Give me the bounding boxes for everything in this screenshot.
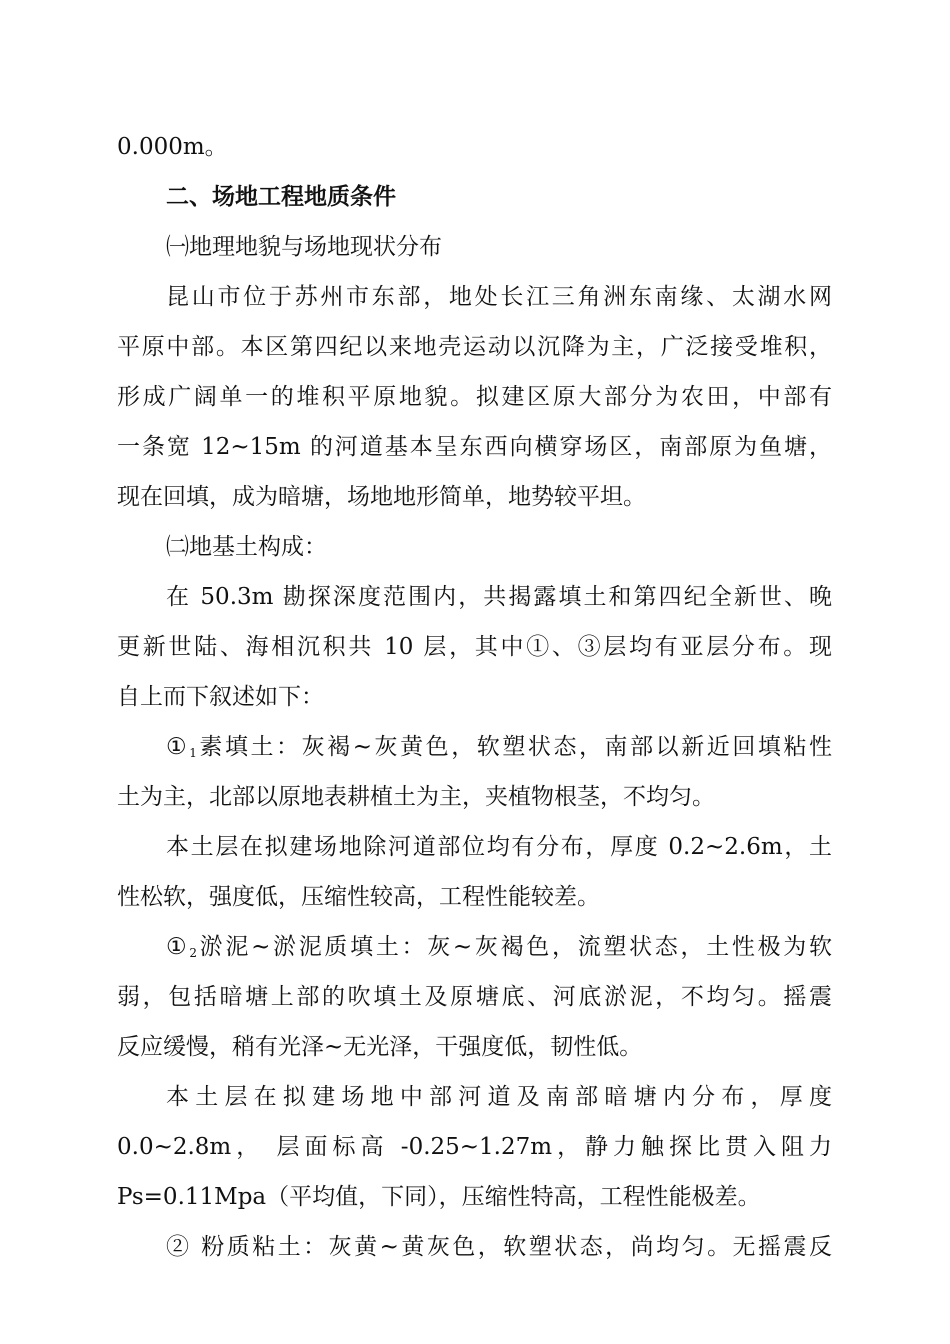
paragraph-line: 自上而下叙述如下： (117, 684, 324, 710)
paragraph-line: 一条宽 12~15m 的河道基本呈东西向横穿场区，南部原为鱼塘， (117, 434, 832, 460)
paragraph-line: 弱，包括暗塘上部的吹填土及原塘底、河底淤泥，不均匀。摇震 (117, 984, 832, 1010)
paragraph-line: 更新世陆、海相沉积共 10 层，其中①、③层均有亚层分布。现 (117, 634, 832, 660)
paragraph-line: $①_1$素填土：灰褐~灰黄色，软塑状态，南部以新近回填粘性 (166, 734, 832, 760)
paragraph-line: 本土层在拟建场地中部河道及南部暗塘内分布，厚度 (166, 1084, 832, 1110)
paragraph-line: $①_2$淤泥~淤泥质填土：灰~灰褐色，流塑状态，土性极为软 (166, 934, 832, 960)
paragraph-line: 土为主，北部以原地表耕植土为主，夹植物根茎，不均匀。 (117, 784, 715, 810)
paragraph-line: 昆山市位于苏州市东部，地处长江三角洲东南缘、太湖水网 (166, 284, 832, 310)
paragraph-line: 现在回填，成为暗塘，场地地形简单，地势较平坦。 (117, 484, 646, 510)
paragraph-line: 形成广阔单一的堆积平原地貌。拟建区原大部分为农田，中部有 (117, 384, 832, 410)
paragraph-line: 0.0~2.8m， 层面标高 -0.25~1.27m，静力触探比贯入阻力 (117, 1134, 832, 1160)
layer-marker: $①_1$ (166, 734, 197, 760)
subsection-heading: ㈡地基土构成： (166, 534, 327, 560)
text-line: 0.000m。 (117, 134, 228, 160)
paragraph-line: 本土层在拟建场地除河道部位均有分布，厚度 0.2~2.6m，土 (166, 834, 832, 860)
paragraph-line: 在 50.3m 勘探深度范围内，共揭露填土和第四纪全新世、晚 (166, 584, 832, 610)
section-heading: 二、场地工程地质条件 (166, 184, 396, 210)
paragraph-line: 平原中部。本区第四纪以来地壳运动以沉降为主，广泛接受堆积， (117, 334, 832, 360)
subsection-heading: ㈠地理地貌与场地现状分布 (166, 234, 442, 260)
paragraph-line: 性松软，强度低，压缩性较高，工程性能较差。 (117, 884, 600, 910)
paragraph-line: 反应缓慢，稍有光泽~无光泽，干强度低，韧性低。 (117, 1034, 643, 1060)
layer-marker: $①_2$ (166, 934, 197, 960)
paragraph-line: ② 粉质粘土：灰黄~黄灰色，软塑状态，尚均匀。无摇震反 (166, 1234, 832, 1260)
paragraph-line: Ps=0.11Mpa（平均值，下同），压缩性特高，工程性能极差。 (117, 1184, 761, 1210)
